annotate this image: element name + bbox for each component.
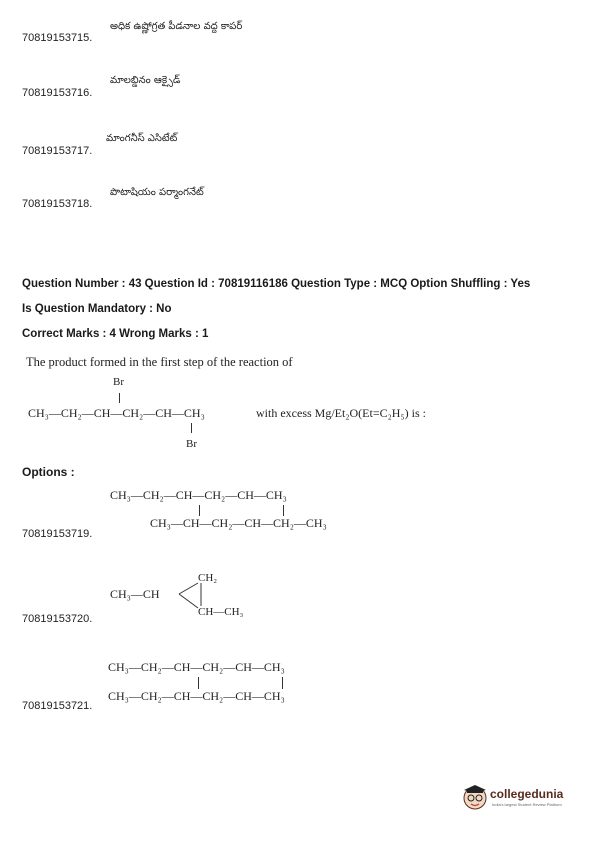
prev-option-text-3: మాంగనీస్ ఎసిటేట్ [106,133,178,144]
reaction-tail: with excess Mg/Et₂O(Et=C₂H₅) is : [256,406,426,420]
prev-option-id-1: 70819153715. [22,32,93,44]
option-3-bond-2 [282,677,283,689]
question-stem: The product formed in the first step of the reaction of [26,355,293,369]
prev-option-text-2: మాలబ్డినం ఆక్సైడ్ [110,75,181,86]
option-2-ring-bottom: CH—CH₃ [198,606,244,618]
logo-wordmark: collegedunia [490,787,564,801]
option-3-line-1: CH₃—CH₂—CH—CH₂—CH—CH₃ [108,660,285,674]
collegedunia-logo [462,780,572,814]
prev-option-text-4: పొటాషియం పర్మాంగనేట్ [110,187,204,198]
reaction-br-bottom: Br [186,438,197,450]
option-1-bond-1 [199,505,200,516]
question-meta-line-1: Question Number : 43 Question Id : 70819116186 Question Type : MCQ Option Shuffling : Yes [22,278,531,290]
prev-option-id-2: 70819153716. [22,87,93,99]
options-label: Options : [22,465,75,479]
prev-option-id-3: 70819153717. [22,145,93,157]
reaction-formula: CH₃—CH₂—CH—CH₂—CH—CH₃ [28,406,205,420]
reaction-bond-top [119,393,120,403]
option-2-ring-top: CH₂ [198,572,218,584]
option-1-line-1: CH₃—CH₂—CH—CH₂—CH—CH₃ [110,488,287,502]
option-1-bond-2 [283,505,284,516]
mascot-icon [462,784,488,810]
logo-tagline: India's largest Student Review Platform [492,802,562,807]
option-3-line-2: CH₃—CH₂—CH—CH₂—CH—CH₃ [108,689,285,703]
question-meta-line-2: Is Question Mandatory : No [22,303,172,315]
option-2-id: 70819153720. [22,613,93,625]
option-1-id: 70819153719. [22,528,93,540]
reaction-bond-bottom [191,423,192,433]
option-3-bond-1 [198,677,199,689]
reaction-br-top: Br [113,376,124,388]
prev-option-text-1: అధిక ఉష్ణోగ్రత పీడనాల వద్ద కాపర్ [110,21,243,32]
question-marks: Correct Marks : 4 Wrong Marks : 1 [22,328,209,340]
option-3-id: 70819153721. [22,700,93,712]
option-2-ring-left: CH₃—CH [110,587,160,601]
prev-option-id-4: 70819153718. [22,198,93,210]
option-1-line-2: CH₃—CH—CH₂—CH—CH₂—CH₃ [150,516,327,530]
